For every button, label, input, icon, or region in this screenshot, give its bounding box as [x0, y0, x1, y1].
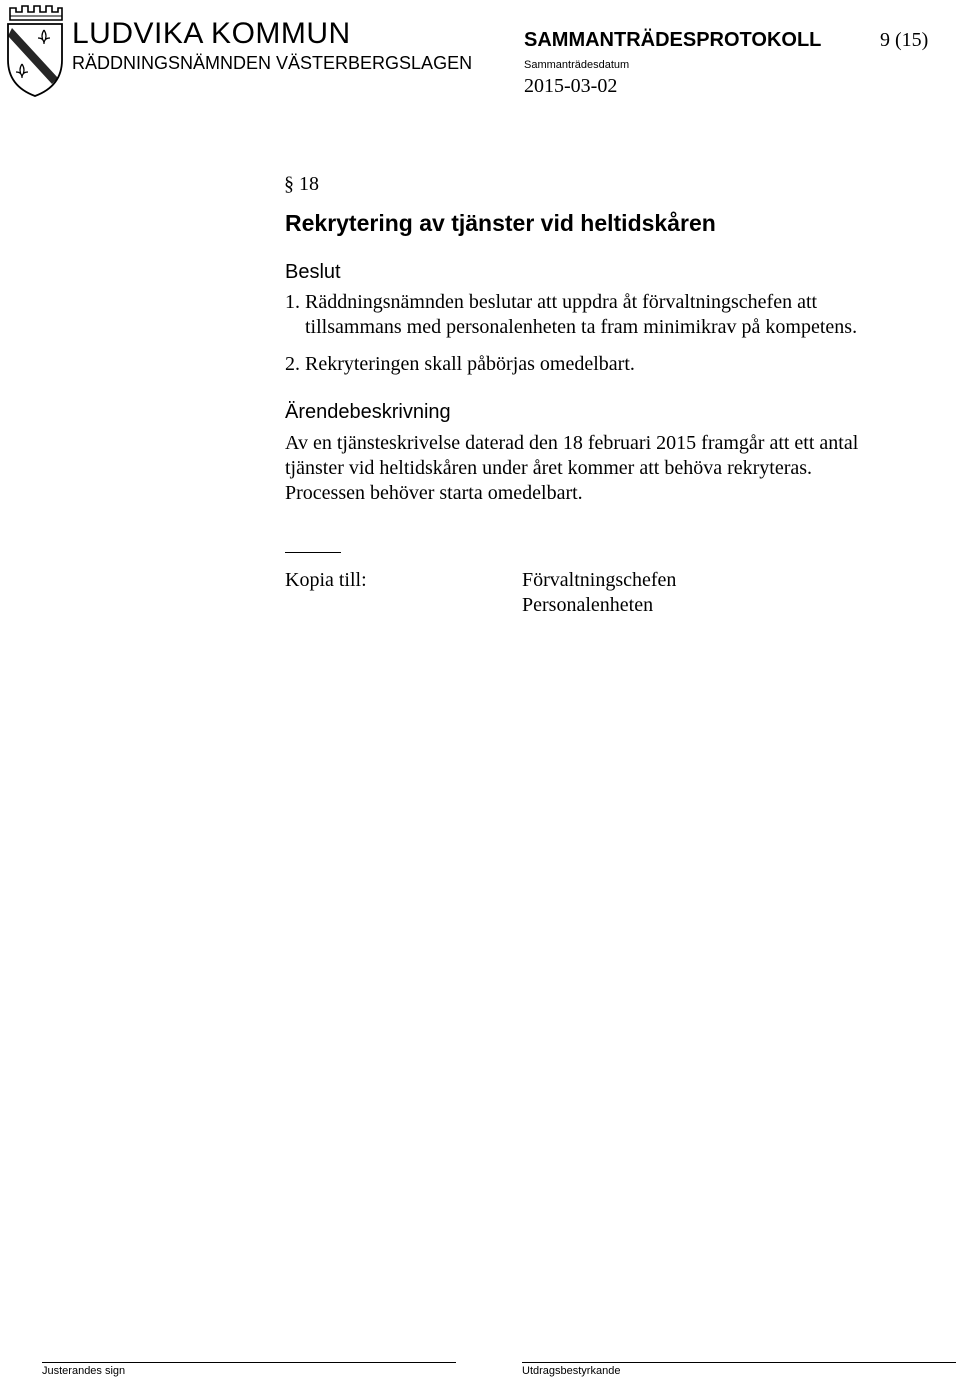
decision-item-2: 2. Rekryteringen skall påbörjas omedelbart. — [285, 353, 635, 375]
decision-item-1-line-1: 1. Räddningsnämnden beslutar att uppdra åt förvaltningschefen att — [285, 291, 818, 313]
signature-line — [42, 1362, 456, 1363]
section-title: Rekrytering av tjänster vid heltidskåren — [285, 210, 716, 236]
case-description-line: tjänster vid heltidskåren under året kommer att behöva rekryteras. — [285, 457, 813, 479]
organization-unit: RÄDDNINGSNÄMNDEN VÄSTERBERGSLAGEN — [72, 53, 473, 73]
section-number: § 18 — [284, 173, 319, 195]
case-description-line: Av en tjänsteskrivelse daterad den 18 februari 2015 framgår att ett antal — [285, 432, 859, 454]
document-type: SAMMANTRÄDESPROTOKOLL — [524, 29, 822, 51]
copy-recipient: Personalenheten — [522, 594, 654, 616]
extract-certification-label: Utdragsbestyrkande — [522, 1365, 621, 1377]
meeting-date-label: Sammanträdesdatum — [524, 59, 630, 71]
page-number: 9 (15) — [880, 29, 929, 51]
municipal-crest-icon — [4, 2, 66, 98]
case-description-line: Processen behöver starta omedelbart. — [285, 482, 583, 504]
copy-recipient: Förvaltningschefen — [522, 569, 677, 591]
case-description-heading: Ärendebeskrivning — [285, 401, 451, 423]
copy-to-label: Kopia till: — [285, 569, 367, 591]
adjuster-signature-label: Justerandes sign — [42, 1365, 126, 1377]
organization-name: LUDVIKA KOMMUN — [72, 17, 351, 50]
decision-heading: Beslut — [285, 261, 341, 283]
copy-divider — [285, 552, 341, 553]
signature-line — [522, 1362, 956, 1363]
meeting-date: 2015-03-02 — [524, 75, 618, 97]
decision-item-1-line-2: tillsammans med personalenheten ta fram minimikrav på kompetens. — [305, 316, 858, 338]
